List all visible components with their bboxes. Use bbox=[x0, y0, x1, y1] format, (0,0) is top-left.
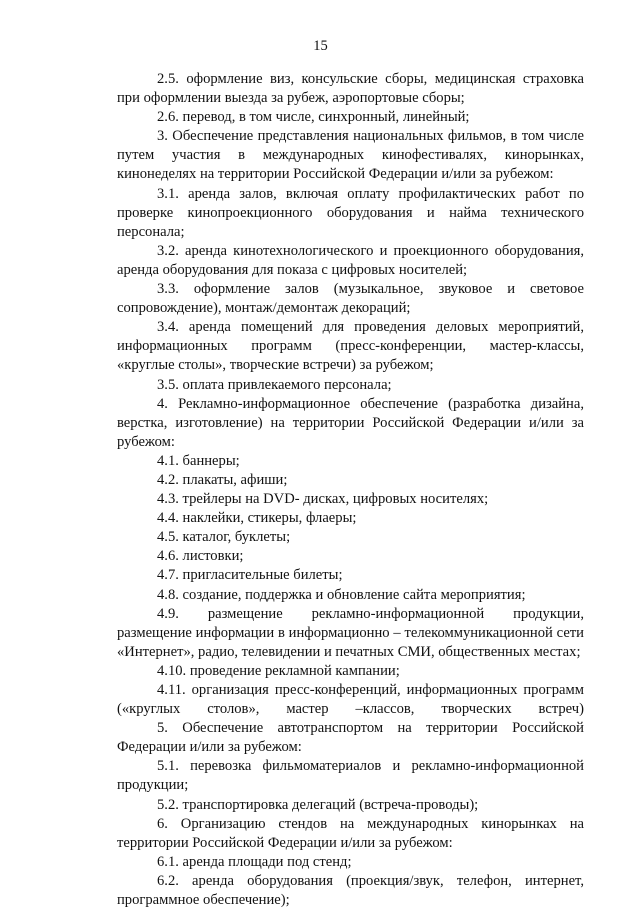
paragraph: 5.1. перевозка фильмоматериалов и рекламно-информационной продукции; bbox=[117, 758, 584, 794]
paragraph: 3.1. аренда залов, включая оплату профилактических работ по проверке кинопроекционного оборудования и найма технического персонала; bbox=[117, 185, 584, 240]
paragraph: 6.1. аренда площади под стенд; bbox=[157, 853, 352, 870]
paragraph: 2.5. оформление виз, консульские сборы, медицинская страховка при оформлении выезда за рубеж, аэропортовые сборы; bbox=[117, 71, 584, 107]
paragraph: 6.2. аренда оборудования (проекция/звук, телефон, интернет, программное обеспечение); bbox=[117, 872, 584, 909]
paragraph: 3.2. аренда кинотехнологического и проекционного оборудования, аренда оборудования для показа с цифровых носителей; bbox=[117, 242, 584, 278]
paragraph: 3.5. оплата привлекаемого персонала; bbox=[157, 376, 392, 393]
paragraph: 3.3. оформление залов (музыкальное, звуковое и световое сопровождение), монтаж/демонтаж декораций; bbox=[117, 281, 584, 317]
paragraph: 3.4. аренда помещений для проведения деловых мероприятий, информационных программ (пресс-конференции, мастер-классы, «круглые столы», творческие встречи) за рубежом; bbox=[117, 319, 584, 374]
paragraph: 4.2. плакаты, афиши; bbox=[157, 471, 288, 488]
paragraph: 4.7. пригласительные билеты; bbox=[157, 567, 343, 584]
paragraph: 5. Обеспечение автотранспортом на территории Российской Федерации и/или за рубежом: bbox=[117, 720, 584, 756]
paragraph: 4.9. размещение рекламно-информационной продукции, размещение информации в информационно – телекоммуникационной сети «Интернет», радио, телевидении и печатных СМИ, общественных местах; bbox=[117, 605, 584, 660]
paragraph: 4.1. баннеры; bbox=[157, 452, 240, 469]
paragraph: 2.6. перевод, в том числе, синхронный, линейный; bbox=[157, 109, 470, 126]
page-number: 15 bbox=[313, 38, 328, 54]
document-body bbox=[117, 70, 584, 910]
paragraph: 4.8. создание, поддержка и обновление сайта мероприятия; bbox=[157, 586, 526, 603]
paragraph: 3. Обеспечение представления национальных фильмов, в том числе путем участия в международных кинофестивалях, кинорынках, кинонеделях на территории Российской Федерации и/или за рубежом: bbox=[117, 128, 584, 183]
paragraph: 4.5. каталог, буклеты; bbox=[157, 529, 291, 546]
paragraph: 4.4. наклейки, стикеры, флаеры; bbox=[157, 510, 357, 527]
paragraph: 4.6. листовки; bbox=[157, 548, 244, 565]
paragraph: 5.2. транспортировка делегаций (встреча-проводы); bbox=[157, 796, 479, 813]
paragraph: 4.10. проведение рекламной кампании; bbox=[157, 662, 400, 679]
paragraph: 4.3. трейлеры на DVD- дисках, цифровых носителях; bbox=[157, 491, 489, 508]
paragraph: 4.11. организация пресс-конференций, информационных программ («круглых столов», мастер –классов, творческих встреч) bbox=[117, 682, 584, 718]
paragraph: 4. Рекламно-информационное обеспечение (разработка дизайна, верстка, изготовление) на территории Российской Федерации и/или за рубежом: bbox=[117, 395, 584, 450]
paragraph: 6. Организацию стендов на международных кинорынках на территории Российской Федерации и/или за рубежом: bbox=[117, 815, 584, 851]
